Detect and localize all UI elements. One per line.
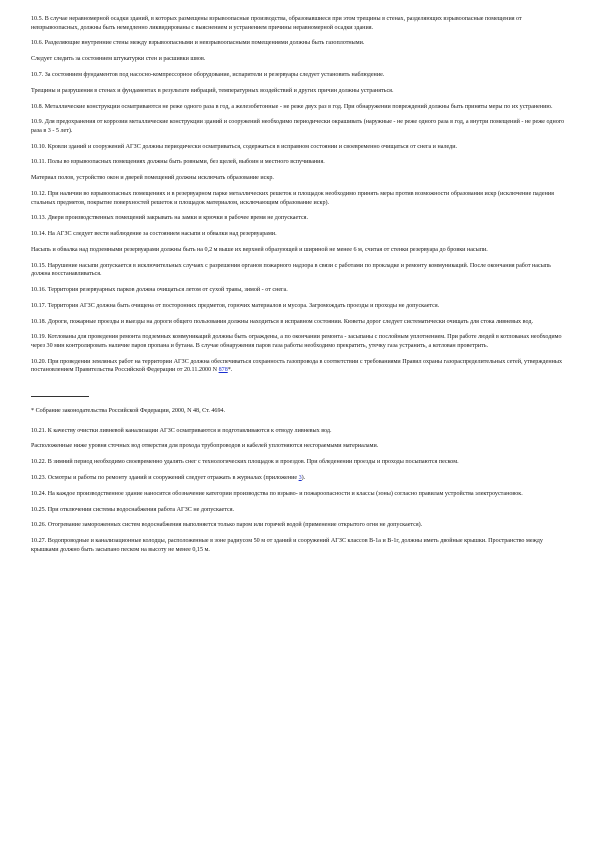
paragraph-text-end: *.: [227, 367, 233, 374]
paragraphs-bottom: [31, 427, 569, 555]
paragraph: 10.16. Территория резервуарных парков должна очищаться летом от сухой травы, зимой - от снега.: [31, 287, 288, 294]
paragraph: 10.5. В случае неравномерной осадки зданий, в которых размещены взрывоопасные производства, образовавшиеся при этом трещины в стенах, разделяющих взрывоопасные помещения от невзрывоопасных, должны быть немедленно ликвидированы с выяснением и устранением причины неравномерной осадки здания.: [31, 16, 522, 31]
paragraph-text-end: ).: [301, 474, 306, 481]
paragraph: 10.24. На каждое производственное здание наносится обозначение категории производства по взрыво- и пожароопасности и классы (зоны) согласно правилам устройства электроустановок.: [31, 490, 523, 497]
paragraph: 10.21. К качеству очистки ливневой канализации АГЗС осматриваются и подготавливаются к отводу ливневых вод.: [31, 427, 332, 434]
appendix-link-3[interactable]: 3: [298, 474, 302, 481]
paragraph: 10.22. В зимний период необходимо своевременно удалять снег с технологических площадок и проездов. При обледенении проезды и проходы посыпаются песком.: [31, 459, 459, 466]
paragraph: 10.18. Дороги, пожарные проезды и выезды на дороги общего пользования должны находиться в исправном состоянии. Кюветы дорог следует систематически очищать для стока ливневых вод.: [31, 318, 533, 325]
paragraph: 10.15. Нарушение насыпи допускается в исключительных случаях с разрешения органов пожарного надзора в связи с работами по прокладке и ремонту коммуникаций. После окончания работ насыпь должна восстанавливаться.: [31, 262, 551, 278]
paragraph-text: 10.20. При проведении земляных работ на территории АГЗС должна обеспечиваться сохранность газопровода в соответствии с требованиями Правил охраны газораспределительных сетей, утвержденных постановлением Правительства Российской Федерации от 20.11.2000 N: [31, 358, 562, 374]
paragraph: 10.6. Разделяющие внутренние стены между взрывоопасными и невзрывоопасными помещениями должны быть газоплотными.: [31, 40, 365, 47]
paragraph: 10.27. Водопроводные и канализационные колодцы, расположенные в зоне радиусом 50 м от зданий и сооружений АГЗС классов В-1а и В-1г, должны иметь двойные крышки. Пространство между крышками должно быть засыпано песком на высоту не менее 0,15 м.: [31, 538, 543, 553]
paragraph: 10.14. На АГЗС следует вести наблюдение за состоянием насыпи и обвалки над резервуарами.: [31, 231, 277, 238]
paragraph: Насыпь и обвалка над подземными резервуарами должны быть на 0,2 м выше их верхней образующей и шириной не менее 6 м, считая от стенки резервуара до бровки насыпи.: [31, 246, 488, 253]
footnote: * Собрание законодательства Российской Федерации, 2000, N 48, Ст. 4694.: [31, 408, 226, 414]
paragraph-text: 10.23. Осмотры и работы по ремонту зданий и сооружений следует отражать в журналах (приложение: [31, 474, 299, 481]
paragraph: 10.9. Для предохранения от коррозии металлические конструкции зданий и сооружений необходимо периодически окрашивать (наружные - не реже одного раза в год, а внутри помещений - не реже одного раза в 3 - 5 лет).: [31, 119, 565, 134]
paragraph: 10.13. Двери производственных помещений закрывать на замки и крючки в рабочее время не допускается.: [31, 215, 308, 222]
footnote-divider: [31, 396, 89, 397]
paragraph: Материал полов, устройство окон и дверей помещений должны исключать образование искр.: [31, 175, 274, 182]
paragraph: 10.26. Отогревание замороженных систем водоснабжения выполняется только паром или горячей водой (применение открытого огня не допускается).: [31, 522, 423, 529]
paragraph-10-23: [31, 474, 569, 483]
paragraph: Расположенные ниже уровня сточных вод отверстия для прохода трубопроводов и кабелей уплотняются несгораемыми материалами.: [31, 443, 379, 450]
paragraph: 10.12. При наличии во взрывоопасных помещениях и в резервуарном парке металлических решеток и площадок необходимо принять меры против возможности образования искр (исключение падения стальных предметов, покрытие поверхностей решеток и площадок материалом, исключающим образование искр).: [31, 191, 554, 206]
paragraph: Следует следить за состоянием штукатурки стен и расшивки швов.: [31, 56, 206, 63]
reference-link-878[interactable]: 878: [218, 367, 228, 374]
paragraph: 10.10. Кровли зданий и сооружений АГЗС должны периодически осматриваться, содержаться в исправном состоянии и своевременно очищаться от снега и наледи.: [31, 143, 458, 150]
paragraph: 10.7. За состоянием фундаментов под насосно-компрессорное оборудование, испарители и резервуары следует установить наблюдение.: [31, 71, 385, 78]
paragraph: 10.25. При отключении системы водоснабжения работа АГЗС не допускается.: [31, 506, 235, 513]
paragraphs-top: [31, 15, 569, 351]
paragraph: 10.8. Металлические конструкции осматриваются не реже одного раза в год, а железобетонные - не реже двух раз в год. При обнаружении повреждений должны быть приняты меры по их устранению.: [31, 103, 553, 110]
paragraph: 10.11. Полы во взрывоопасных помещениях должны быть ровными, без щелей, выбоин и местного вспучивания.: [31, 159, 325, 166]
paragraph: 10.17. Территория АГЗС должна быть очищена от посторонних предметов, горючих материалов и мусора. Загромождать проезды и проходы не допускается.: [31, 302, 440, 309]
paragraph: Трещины и разрушения в стенах и фундаментах в результате вибраций, температурных воздействий и других причин должны устраняться.: [31, 87, 394, 94]
paragraph: 10.19. Котлованы для проведения ремонта подземных коммуникаций должны быть ограждены, а по окончании ремонта - засыпаны с послойным уплотнением. При работе людей в котлованах необходимо через 30 мин контролировать наличие паров пропана и бутана. В случае обнаружения паров газа работы необходимо прекратить, утечку газа устранить, а котлован проветрить.: [31, 334, 562, 350]
paragraph-10-20: [31, 358, 569, 375]
